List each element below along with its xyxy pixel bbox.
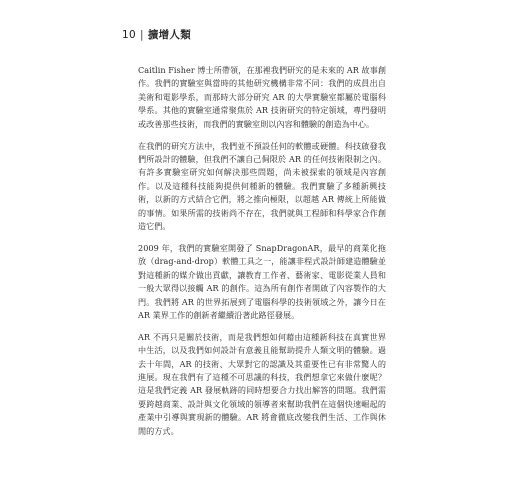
- paragraph-4: AR 不再只是關於技術，而是我們想如何藉由這種新科技在真實世界中生活，以及我們如何設計有意義且能幫助提升人類文明的體驗。過去十年間，AR 的技術、大眾對它的認識及其重要性已有非常驚人的進展。現在我們有了這種不可思議的科技，我們想拿它來做什麼呢？這是我們定義 AR 發展軌跡的同時想要合力找出解答的問題。我們需要跨越商業、設計與文化領域的領導者來幫助我們在這個快速崛起的產業中引導與實現新的體驗。AR 將會徹底改變我們生活、工作與休閒的方式。: [138, 331, 386, 436]
- paragraph-2: 在我們的研究方法中，我們並不預設任何的軟體或硬體。科技啟發我們所設計的體驗，但我們不讓自己侷限於 AR 的任何技術限制之內。有許多實驗室研究如何解決那些問題，尚未被探索的領域是內容創作。以及這種科技能夠提供何種新的體驗。我們實驗了多種新興技術，以新的方式結合它們，將之推向極限，以超越 AR 傳統上所能做的事情。如果所需的技術尚不存在，我們就與工程師和科學家合作創造它們。: [138, 140, 386, 231]
- running-header: [122, 27, 191, 42]
- book-title: 擴增人類: [147, 29, 192, 41]
- header-separator: |: [139, 29, 144, 41]
- body-text: [138, 64, 386, 447]
- paragraph-3: 2009 年，我們的實驗室開發了 SnapDragonAR，最早的商業化拖放（drag-and-drop）軟體工具之一，能讓非程式設計師建造體驗並對這種新的媒介做出貢獻，讓教育工作者、藝術家、電影從業人員和一般大眾得以接觸 AR 的創作。這為所有創作者開啟了內容製作的大門。我們將 AR 的世界拓展到了電腦科學的技術領域之外，讓今日在 AR 業界工作的創新者繼續沿著此路徑發展。: [138, 242, 386, 320]
- page-number: 10: [122, 29, 136, 41]
- paragraph-1: Caitlin Fisher 博士所帶領，在那裡我們研究的是未來的 AR 故事創作。我們的實驗室與當時的其他研究機構非常不同：我們的成員出自美術和電影學系，而那時大部分研究 AR 的大學實驗室都屬於電腦科學系。其他的實驗室通常聚焦於 AR 技術研究的特定領域，專門發明或改善那些技術，而我們的實驗室則以內容和體驗的創造為中心。: [138, 65, 386, 129]
